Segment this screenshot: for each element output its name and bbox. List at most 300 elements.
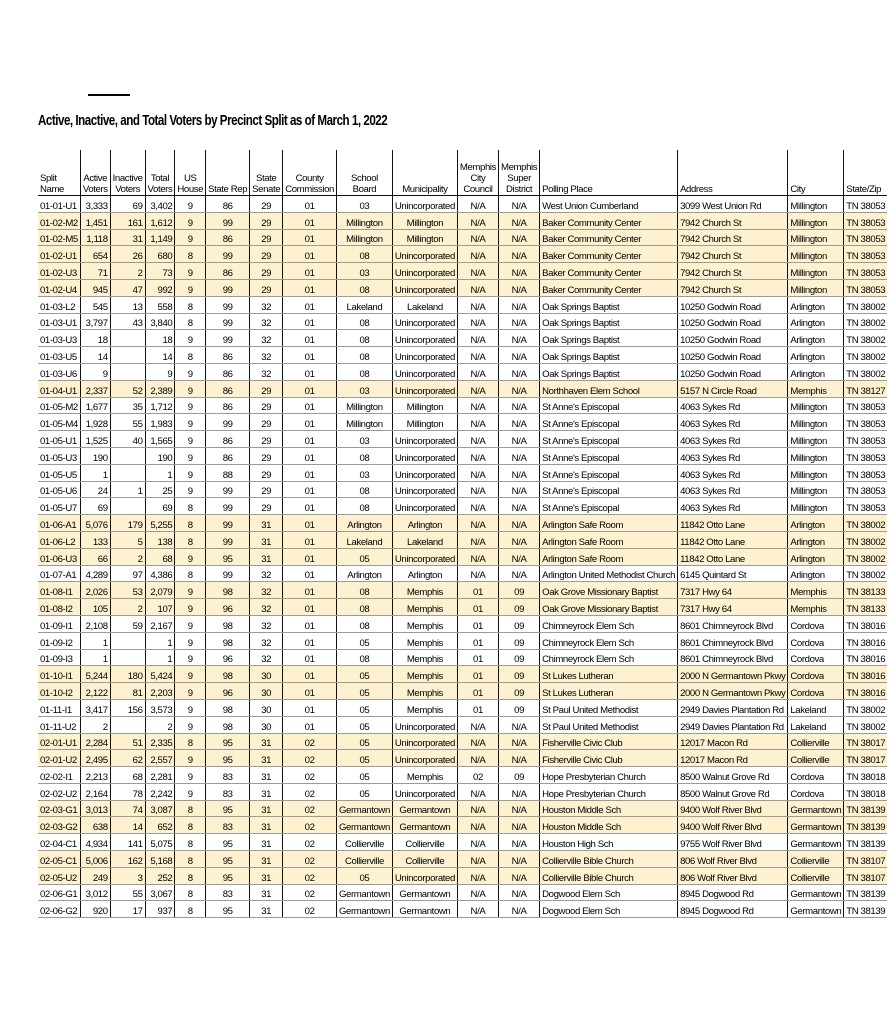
cell-inactive bbox=[110, 632, 145, 649]
cell-polling-place: St Paul United Methodist bbox=[540, 699, 678, 716]
cell-split: 02-04-C1 bbox=[38, 834, 80, 851]
cell-polling-place: St Anne's Episcopal bbox=[540, 397, 678, 414]
cell-memphis-city-council: N/A bbox=[457, 229, 498, 246]
cell-county-commission: 01 bbox=[283, 531, 337, 548]
cell-active: 3,012 bbox=[80, 884, 110, 901]
cell-polling-place: St Paul United Methodist bbox=[540, 716, 678, 733]
cell-inactive: 5 bbox=[110, 531, 145, 548]
cell-state-senate: 31 bbox=[250, 867, 283, 884]
cell-us-house: 9 bbox=[175, 229, 206, 246]
cell-total: 3,087 bbox=[145, 800, 175, 817]
cell-municipality: Arlington bbox=[392, 515, 457, 532]
column-header-line: Inactive bbox=[112, 173, 143, 184]
cell-memphis-super-district: N/A bbox=[499, 363, 540, 380]
table-row bbox=[38, 767, 887, 784]
cell-state-zip: TN 38053 bbox=[844, 196, 887, 213]
cell-state-rep: 99 bbox=[206, 246, 250, 263]
cell-state-rep: 98 bbox=[206, 632, 250, 649]
cell-city: Arlington bbox=[788, 515, 844, 532]
table-row bbox=[38, 699, 887, 716]
cell-memphis-super-district: N/A bbox=[499, 279, 540, 296]
table-row bbox=[38, 901, 887, 918]
table-row bbox=[38, 363, 887, 380]
cell-state-zip: TN 38002 bbox=[844, 296, 887, 313]
cell-state-rep: 99 bbox=[206, 515, 250, 532]
cell-school-board: 08 bbox=[336, 615, 392, 632]
table-row bbox=[38, 414, 887, 431]
cell-school-board: 03 bbox=[336, 431, 392, 448]
cell-inactive bbox=[110, 363, 145, 380]
cell-school-board: 08 bbox=[336, 313, 392, 330]
cell-split: 01-06-U3 bbox=[38, 548, 80, 565]
cell-us-house: 9 bbox=[175, 212, 206, 229]
cell-state-senate: 29 bbox=[250, 431, 283, 448]
cell-state-rep: 86 bbox=[206, 447, 250, 464]
cell-state-rep: 95 bbox=[206, 851, 250, 868]
cell-state-rep: 86 bbox=[206, 229, 250, 246]
cell-state-senate: 29 bbox=[250, 380, 283, 397]
column-header-line: Voters bbox=[82, 184, 108, 195]
cell-split: 01-05-U3 bbox=[38, 447, 80, 464]
cell-county-commission: 01 bbox=[283, 515, 337, 532]
cell-state-senate: 31 bbox=[250, 884, 283, 901]
cell-state-zip: TN 38053 bbox=[844, 414, 887, 431]
cell-school-board: 05 bbox=[336, 666, 392, 683]
cell-county-commission: 01 bbox=[283, 683, 337, 700]
table-row bbox=[38, 246, 887, 263]
cell-county-commission: 01 bbox=[283, 380, 337, 397]
table-row bbox=[38, 565, 887, 582]
table-row bbox=[38, 683, 887, 700]
table-row bbox=[38, 615, 887, 632]
cell-us-house: 8 bbox=[175, 246, 206, 263]
cell-polling-place: St Anne's Episcopal bbox=[540, 447, 678, 464]
cell-active: 5,006 bbox=[80, 851, 110, 868]
cell-total: 1 bbox=[145, 632, 175, 649]
cell-total: 937 bbox=[145, 901, 175, 918]
cell-polling-place: Chimneyrock Elem Sch bbox=[540, 649, 678, 666]
cell-school-board: Collierville bbox=[336, 834, 392, 851]
cell-state-zip: TN 38016 bbox=[844, 649, 887, 666]
cell-active: 1,525 bbox=[80, 431, 110, 448]
cell-county-commission: 02 bbox=[283, 834, 337, 851]
cell-state-rep: 88 bbox=[206, 464, 250, 481]
cell-memphis-city-council: 01 bbox=[457, 699, 498, 716]
cell-municipality: Unincorporated bbox=[392, 347, 457, 364]
cell-memphis-super-district: N/A bbox=[499, 783, 540, 800]
header-dash bbox=[88, 94, 130, 96]
cell-active: 4,934 bbox=[80, 834, 110, 851]
cell-county-commission: 02 bbox=[283, 767, 337, 784]
cell-memphis-super-district: N/A bbox=[499, 464, 540, 481]
column-header-line: Voters bbox=[115, 184, 141, 195]
cell-memphis-city-council: N/A bbox=[457, 447, 498, 464]
cell-county-commission: 02 bbox=[283, 851, 337, 868]
cell-active: 1,451 bbox=[80, 212, 110, 229]
cell-county-commission: 02 bbox=[283, 783, 337, 800]
cell-polling-place: St Lukes Lutheran bbox=[540, 683, 678, 700]
cell-school-board: 08 bbox=[336, 447, 392, 464]
column-header-line: State/Zip bbox=[846, 184, 882, 195]
cell-active: 2,337 bbox=[80, 380, 110, 397]
cell-school-board: 03 bbox=[336, 196, 392, 213]
cell-split: 01-05-M4 bbox=[38, 414, 80, 431]
cell-memphis-super-district: 09 bbox=[499, 615, 540, 632]
cell-municipality: Unincorporated bbox=[392, 330, 457, 347]
cell-city: Collierville bbox=[788, 851, 844, 868]
cell-memphis-super-district: N/A bbox=[499, 817, 540, 834]
cell-school-board: Millington bbox=[336, 414, 392, 431]
cell-us-house: 9 bbox=[175, 716, 206, 733]
column-header-line: US bbox=[183, 173, 197, 184]
column-header-school-board bbox=[336, 150, 392, 196]
cell-municipality: Unincorporated bbox=[392, 196, 457, 213]
cell-memphis-super-district: N/A bbox=[499, 431, 540, 448]
cell-us-house: 8 bbox=[175, 531, 206, 548]
cell-state-rep: 86 bbox=[206, 380, 250, 397]
cell-state-rep: 99 bbox=[206, 414, 250, 431]
cell-state-rep: 83 bbox=[206, 884, 250, 901]
cell-memphis-super-district: 09 bbox=[499, 699, 540, 716]
cell-split: 02-01-U2 bbox=[38, 750, 80, 767]
cell-city: Millington bbox=[788, 397, 844, 414]
cell-memphis-city-council: N/A bbox=[457, 212, 498, 229]
cell-active: 3,333 bbox=[80, 196, 110, 213]
cell-split: 01-11-U2 bbox=[38, 716, 80, 733]
cell-address: 8945 Dogwood Rd bbox=[678, 884, 788, 901]
column-header-line bbox=[395, 162, 455, 173]
cell-county-commission: 02 bbox=[283, 867, 337, 884]
cell-us-house: 9 bbox=[175, 380, 206, 397]
cell-memphis-city-council: N/A bbox=[457, 800, 498, 817]
cell-split: 01-09-I2 bbox=[38, 632, 80, 649]
cell-city: Millington bbox=[788, 447, 844, 464]
cell-address: 4063 Sykes Rd bbox=[678, 464, 788, 481]
cell-split: 01-08-I2 bbox=[38, 599, 80, 616]
cell-split: 01-03-U5 bbox=[38, 347, 80, 364]
table-row bbox=[38, 783, 887, 800]
cell-us-house: 9 bbox=[175, 582, 206, 599]
cell-municipality: Unincorporated bbox=[392, 279, 457, 296]
table-row bbox=[38, 851, 887, 868]
cell-address: 2949 Davies Plantation Rd bbox=[678, 699, 788, 716]
column-header-line: City bbox=[790, 184, 806, 195]
cell-state-rep: 98 bbox=[206, 699, 250, 716]
column-header-line: Address bbox=[680, 184, 713, 195]
cell-us-house: 8 bbox=[175, 851, 206, 868]
cell-split: 01-02-U3 bbox=[38, 263, 80, 280]
cell-municipality: Collierville bbox=[392, 834, 457, 851]
cell-memphis-city-council: 01 bbox=[457, 599, 498, 616]
cell-split: 01-10-I1 bbox=[38, 666, 80, 683]
cell-school-board: 05 bbox=[336, 767, 392, 784]
cell-county-commission: 01 bbox=[283, 431, 337, 448]
cell-inactive: 17 bbox=[110, 901, 145, 918]
cell-state-rep: 95 bbox=[206, 750, 250, 767]
column-header-line bbox=[208, 162, 247, 173]
cell-state-zip: TN 38053 bbox=[844, 229, 887, 246]
cell-state-senate: 29 bbox=[250, 464, 283, 481]
cell-state-zip: TN 38017 bbox=[844, 750, 887, 767]
cell-state-senate: 32 bbox=[250, 599, 283, 616]
column-header-split bbox=[38, 150, 80, 196]
cell-address: 8601 Chimneyrock Blvd bbox=[678, 632, 788, 649]
cell-split: 02-02-U2 bbox=[38, 783, 80, 800]
table-row bbox=[38, 716, 887, 733]
cell-school-board: Lakeland bbox=[336, 531, 392, 548]
cell-municipality: Germantown bbox=[392, 817, 457, 834]
table-row bbox=[38, 867, 887, 884]
column-header-line bbox=[148, 162, 173, 173]
cell-memphis-super-district: N/A bbox=[499, 851, 540, 868]
cell-us-house: 9 bbox=[175, 649, 206, 666]
cell-school-board: 05 bbox=[336, 683, 392, 700]
cell-total: 1,612 bbox=[145, 212, 175, 229]
cell-total: 4,386 bbox=[145, 565, 175, 582]
table-row bbox=[38, 817, 887, 834]
cell-state-senate: 29 bbox=[250, 397, 283, 414]
cell-school-board: 08 bbox=[336, 246, 392, 263]
cell-split: 01-04-U1 bbox=[38, 380, 80, 397]
cell-us-house: 8 bbox=[175, 733, 206, 750]
column-header-line: Board bbox=[352, 184, 377, 195]
cell-total: 252 bbox=[145, 867, 175, 884]
cell-county-commission: 01 bbox=[283, 649, 337, 666]
cell-memphis-super-district: 09 bbox=[499, 582, 540, 599]
cell-memphis-city-council: N/A bbox=[457, 901, 498, 918]
cell-address: 8500 Walnut Grove Rd bbox=[678, 767, 788, 784]
cell-school-board: 05 bbox=[336, 716, 392, 733]
cell-state-zip: TN 38133 bbox=[844, 582, 887, 599]
cell-total: 2,203 bbox=[145, 683, 175, 700]
column-header-line: Commission bbox=[285, 184, 334, 195]
cell-address: 806 Wolf River Blvd bbox=[678, 867, 788, 884]
cell-us-house: 9 bbox=[175, 615, 206, 632]
column-header-state-zip bbox=[844, 150, 887, 196]
cell-split: 01-01-U1 bbox=[38, 196, 80, 213]
column-header-total bbox=[145, 150, 175, 196]
cell-total: 3,402 bbox=[145, 196, 175, 213]
cell-polling-place: Baker Community Center bbox=[540, 246, 678, 263]
cell-memphis-city-council: N/A bbox=[457, 531, 498, 548]
cell-city: Cordova bbox=[788, 683, 844, 700]
cell-total: 2,389 bbox=[145, 380, 175, 397]
cell-municipality: Memphis bbox=[392, 582, 457, 599]
cell-us-house: 9 bbox=[175, 481, 206, 498]
cell-inactive: 40 bbox=[110, 431, 145, 448]
cell-polling-place: Oak Springs Baptist bbox=[540, 330, 678, 347]
cell-city: Memphis bbox=[788, 599, 844, 616]
cell-state-senate: 32 bbox=[250, 615, 283, 632]
column-header-line: Municipality bbox=[402, 184, 448, 195]
column-header-city bbox=[788, 150, 844, 196]
cell-address: 10250 Godwin Road bbox=[678, 296, 788, 313]
cell-state-rep: 95 bbox=[206, 733, 250, 750]
cell-state-senate: 31 bbox=[250, 515, 283, 532]
cell-state-senate: 32 bbox=[250, 582, 283, 599]
cell-polling-place: St Anne's Episcopal bbox=[540, 464, 678, 481]
table-row bbox=[38, 800, 887, 817]
cell-county-commission: 02 bbox=[283, 817, 337, 834]
cell-memphis-city-council: 01 bbox=[457, 632, 498, 649]
cell-active: 69 bbox=[80, 498, 110, 515]
cell-city: Cordova bbox=[788, 666, 844, 683]
cell-split: 01-03-U3 bbox=[38, 330, 80, 347]
page-title: Active, Inactive, and Total Voters by Precinct Split as of March 1, 2022 bbox=[38, 113, 388, 129]
cell-memphis-super-district: 09 bbox=[499, 632, 540, 649]
cell-us-house: 8 bbox=[175, 296, 206, 313]
cell-municipality: Memphis bbox=[392, 615, 457, 632]
cell-state-senate: 31 bbox=[250, 767, 283, 784]
cell-split: 01-02-M5 bbox=[38, 229, 80, 246]
cell-municipality: Unincorporated bbox=[392, 380, 457, 397]
cell-municipality: Unincorporated bbox=[392, 481, 457, 498]
column-header-line: Active bbox=[83, 173, 108, 184]
cell-state-senate: 29 bbox=[250, 212, 283, 229]
cell-memphis-city-council: N/A bbox=[457, 783, 498, 800]
table-row bbox=[38, 229, 887, 246]
column-header-polling-place bbox=[540, 150, 678, 196]
cell-memphis-super-district: N/A bbox=[499, 867, 540, 884]
cell-city: Germantown bbox=[788, 901, 844, 918]
cell-school-board: Collierville bbox=[336, 851, 392, 868]
cell-active: 66 bbox=[80, 548, 110, 565]
table-row bbox=[38, 196, 887, 213]
cell-inactive: 55 bbox=[110, 884, 145, 901]
cell-municipality: Unincorporated bbox=[392, 246, 457, 263]
cell-us-house: 9 bbox=[175, 196, 206, 213]
cell-school-board: 05 bbox=[336, 733, 392, 750]
cell-state-rep: 99 bbox=[206, 313, 250, 330]
cell-polling-place: Hope Presbyterian Church bbox=[540, 783, 678, 800]
cell-active: 654 bbox=[80, 246, 110, 263]
column-header-line: State Rep bbox=[208, 184, 248, 195]
cell-city: Arlington bbox=[788, 347, 844, 364]
column-header-line bbox=[285, 162, 334, 173]
cell-polling-place: Chimneyrock Elem Sch bbox=[540, 632, 678, 649]
cell-state-rep: 98 bbox=[206, 582, 250, 599]
cell-memphis-city-council: 02 bbox=[457, 767, 498, 784]
cell-inactive: 51 bbox=[110, 733, 145, 750]
column-header-line bbox=[790, 162, 841, 173]
cell-state-senate: 29 bbox=[250, 414, 283, 431]
cell-memphis-city-council: 01 bbox=[457, 649, 498, 666]
cell-state-zip: TN 38053 bbox=[844, 464, 887, 481]
column-header-line bbox=[680, 173, 785, 184]
cell-county-commission: 01 bbox=[283, 279, 337, 296]
cell-active: 2,108 bbox=[80, 615, 110, 632]
cell-address: 9400 Wolf River Blvd bbox=[678, 800, 788, 817]
cell-state-zip: TN 38002 bbox=[844, 330, 887, 347]
column-header-municipality bbox=[392, 150, 457, 196]
cell-memphis-city-council: N/A bbox=[457, 313, 498, 330]
column-header-line bbox=[846, 173, 885, 184]
cell-memphis-super-district: N/A bbox=[499, 196, 540, 213]
cell-county-commission: 01 bbox=[283, 296, 337, 313]
cell-county-commission: 01 bbox=[283, 196, 337, 213]
cell-us-house: 8 bbox=[175, 565, 206, 582]
cell-polling-place: Baker Community Center bbox=[540, 212, 678, 229]
cell-city: Millington bbox=[788, 229, 844, 246]
cell-address: 12017 Macon Rd bbox=[678, 750, 788, 767]
column-header-line: Memphis bbox=[459, 162, 497, 173]
cell-polling-place: Oak Springs Baptist bbox=[540, 296, 678, 313]
cell-inactive: 74 bbox=[110, 800, 145, 817]
cell-polling-place: Oak Springs Baptist bbox=[540, 347, 678, 364]
column-header-line: State bbox=[255, 173, 277, 184]
cell-municipality: Unincorporated bbox=[392, 867, 457, 884]
cell-county-commission: 02 bbox=[283, 750, 337, 767]
cell-total: 68 bbox=[145, 548, 175, 565]
cell-state-zip: TN 38139 bbox=[844, 834, 887, 851]
cell-polling-place: St Anne's Episcopal bbox=[540, 481, 678, 498]
cell-split: 01-03-U6 bbox=[38, 363, 80, 380]
cell-memphis-city-council: N/A bbox=[457, 548, 498, 565]
cell-split: 01-02-U4 bbox=[38, 279, 80, 296]
cell-state-senate: 31 bbox=[250, 817, 283, 834]
cell-state-rep: 95 bbox=[206, 867, 250, 884]
table-row bbox=[38, 750, 887, 767]
cell-city: Collierville bbox=[788, 867, 844, 884]
cell-county-commission: 01 bbox=[283, 716, 337, 733]
cell-state-zip: TN 38017 bbox=[844, 733, 887, 750]
cell-state-zip: TN 38002 bbox=[844, 548, 887, 565]
cell-municipality: Memphis bbox=[392, 666, 457, 683]
table-row bbox=[38, 498, 887, 515]
cell-memphis-city-council: N/A bbox=[457, 363, 498, 380]
table-row bbox=[38, 834, 887, 851]
cell-polling-place: St Lukes Lutheran bbox=[540, 666, 678, 683]
cell-address: 11842 Otto Lane bbox=[678, 548, 788, 565]
cell-split: 02-03-G1 bbox=[38, 800, 80, 817]
cell-city: Arlington bbox=[788, 313, 844, 330]
column-header-county-commission bbox=[283, 150, 337, 196]
cell-municipality: Millington bbox=[392, 414, 457, 431]
cell-polling-place: St Anne's Episcopal bbox=[540, 431, 678, 448]
cell-address: 4063 Sykes Rd bbox=[678, 431, 788, 448]
cell-memphis-city-council: N/A bbox=[457, 481, 498, 498]
cell-memphis-city-council: N/A bbox=[457, 296, 498, 313]
cell-state-rep: 96 bbox=[206, 683, 250, 700]
cell-municipality: Millington bbox=[392, 229, 457, 246]
cell-inactive: 161 bbox=[110, 212, 145, 229]
cell-active: 5,244 bbox=[80, 666, 110, 683]
cell-school-board: Arlington bbox=[336, 565, 392, 582]
cell-address: 2000 N Germantown Pkwy bbox=[678, 666, 788, 683]
cell-address: 2949 Davies Plantation Rd bbox=[678, 716, 788, 733]
cell-memphis-super-district: N/A bbox=[499, 565, 540, 582]
column-header-line: Name bbox=[40, 184, 64, 195]
cell-inactive: 14 bbox=[110, 817, 145, 834]
cell-polling-place: Houston Middle Sch bbox=[540, 817, 678, 834]
cell-split: 01-03-L2 bbox=[38, 296, 80, 313]
cell-memphis-super-district: N/A bbox=[499, 380, 540, 397]
cell-memphis-city-council: N/A bbox=[457, 515, 498, 532]
cell-school-board: Germantown bbox=[336, 817, 392, 834]
cell-us-house: 9 bbox=[175, 632, 206, 649]
cell-county-commission: 01 bbox=[283, 699, 337, 716]
cell-inactive bbox=[110, 649, 145, 666]
cell-state-senate: 29 bbox=[250, 246, 283, 263]
cell-school-board: 03 bbox=[336, 380, 392, 397]
cell-active: 2,026 bbox=[80, 582, 110, 599]
column-header-line: Split bbox=[40, 173, 57, 184]
cell-county-commission: 01 bbox=[283, 229, 337, 246]
cell-memphis-city-council: 01 bbox=[457, 582, 498, 599]
cell-state-senate: 29 bbox=[250, 196, 283, 213]
cell-total: 2,079 bbox=[145, 582, 175, 599]
cell-county-commission: 01 bbox=[283, 363, 337, 380]
